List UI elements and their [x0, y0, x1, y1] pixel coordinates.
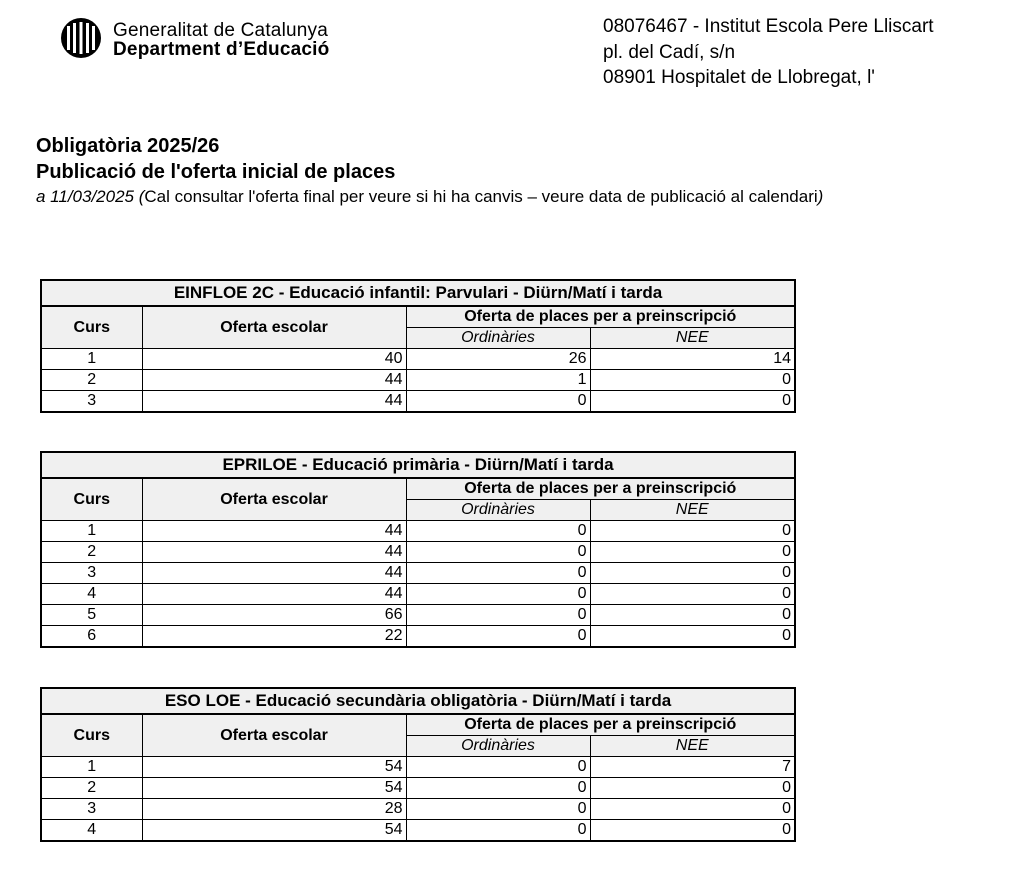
col-header-nee: NEE — [590, 500, 795, 521]
cell-oferta: 44 — [142, 584, 406, 605]
cell-nee: 0 — [590, 521, 795, 542]
school-address — [603, 14, 934, 91]
cell-oferta: 44 — [142, 521, 406, 542]
note-open: ( — [134, 187, 145, 206]
title-note — [36, 185, 823, 209]
table-row — [41, 799, 795, 820]
cell-nee: 0 — [590, 370, 795, 391]
cell-curs: 4 — [41, 820, 142, 842]
cell-oferta: 22 — [142, 626, 406, 648]
cell-nee: 0 — [590, 542, 795, 563]
cell-ordinaries: 0 — [406, 584, 590, 605]
cell-ordinaries: 0 — [406, 391, 590, 413]
cell-curs: 2 — [41, 370, 142, 391]
cell-curs: 3 — [41, 799, 142, 820]
cell-oferta: 66 — [142, 605, 406, 626]
table-row — [41, 349, 795, 370]
table-row — [41, 820, 795, 842]
cell-curs: 4 — [41, 584, 142, 605]
cell-oferta: 44 — [142, 563, 406, 584]
col-header-ordinaries: Ordinàries — [406, 500, 590, 521]
school-name: 08076467 - Institut Escola Pere Lliscart — [603, 16, 934, 37]
cell-nee: 0 — [590, 584, 795, 605]
cell-curs: 5 — [41, 605, 142, 626]
cell-ordinaries: 0 — [406, 563, 590, 584]
col-header-preinscripcio: Oferta de places per a preinscripció — [406, 478, 795, 500]
cell-ordinaries: 0 — [406, 799, 590, 820]
table-title: EPRILOE - Educació primària - Diürn/Matí i tarda — [41, 452, 795, 478]
cell-oferta: 54 — [142, 820, 406, 842]
title-year: Obligatòria 2025/26 — [36, 135, 220, 157]
school-street: pl. del Cadí, s/n — [603, 41, 736, 63]
cell-oferta: 28 — [142, 799, 406, 820]
cell-curs: 2 — [41, 542, 142, 563]
cell-nee: 14 — [590, 349, 795, 370]
col-header-preinscripcio: Oferta de places per a preinscripció — [406, 306, 795, 328]
table-row — [41, 542, 795, 563]
col-header-ordinaries: Ordinàries — [406, 328, 590, 349]
cell-curs: 1 — [41, 521, 142, 542]
cell-oferta: 44 — [142, 370, 406, 391]
note-text: Cal consultar l'oferta final per veure si hi ha canvis – veure data de publicació al calendari — [144, 187, 818, 206]
cell-curs: 3 — [41, 563, 142, 584]
cell-ordinaries: 0 — [406, 605, 590, 626]
cell-ordinaries: 0 — [406, 542, 590, 563]
col-header-preinscripcio: Oferta de places per a preinscripció — [406, 714, 795, 736]
publication-date: a 11/03/2025 — [36, 187, 134, 206]
cell-ordinaries: 0 — [406, 820, 590, 842]
cell-oferta: 40 — [142, 349, 406, 370]
cell-nee: 0 — [590, 799, 795, 820]
cell-nee: 0 — [590, 391, 795, 413]
note-close: ) — [817, 187, 824, 206]
table-row — [41, 521, 795, 542]
cell-oferta: 44 — [142, 391, 406, 413]
cell-nee: 7 — [590, 757, 795, 778]
cell-curs: 1 — [41, 349, 142, 370]
cell-ordinaries: 0 — [406, 757, 590, 778]
table-row — [41, 605, 795, 626]
col-header-ordinaries: Ordinàries — [406, 736, 590, 757]
table-row — [41, 391, 795, 413]
table-row — [41, 584, 795, 605]
organization-name — [113, 21, 329, 59]
cell-curs: 2 — [41, 778, 142, 799]
cell-nee: 0 — [590, 626, 795, 648]
offer-table — [40, 687, 796, 842]
col-header-nee: NEE — [590, 736, 795, 757]
col-header-curs: Curs — [41, 478, 142, 521]
cell-oferta: 54 — [142, 778, 406, 799]
school-city: 08901 Hospitalet de Llobregat, l' — [603, 67, 875, 88]
offer-table — [40, 451, 796, 648]
cell-oferta: 54 — [142, 757, 406, 778]
table-title: EINFLOE 2C - Educació infantil: Parvulari - Diürn/Matí i tarda — [41, 280, 795, 306]
table-title: ESO LOE - Educació secundària obligatòria - Diürn/Matí i tarda — [41, 688, 795, 714]
col-header-oferta: Oferta escolar — [142, 306, 406, 349]
generalitat-logo-icon — [60, 17, 102, 59]
document-title — [36, 133, 823, 209]
cell-ordinaries: 0 — [406, 778, 590, 799]
table-row — [41, 370, 795, 391]
cell-nee: 0 — [590, 778, 795, 799]
cell-oferta: 44 — [142, 542, 406, 563]
cell-ordinaries: 0 — [406, 626, 590, 648]
table-row — [41, 626, 795, 648]
cell-ordinaries: 1 — [406, 370, 590, 391]
col-header-curs: Curs — [41, 306, 142, 349]
cell-nee: 0 — [590, 605, 795, 626]
col-header-oferta: Oferta escolar — [142, 714, 406, 757]
table-row — [41, 757, 795, 778]
cell-nee: 0 — [590, 820, 795, 842]
cell-ordinaries: 0 — [406, 521, 590, 542]
col-header-nee: NEE — [590, 328, 795, 349]
cell-curs: 6 — [41, 626, 142, 648]
org-line-1: Generalitat de Catalunya — [113, 20, 328, 41]
col-header-oferta: Oferta escolar — [142, 478, 406, 521]
table-row — [41, 563, 795, 584]
col-header-curs: Curs — [41, 714, 142, 757]
cell-curs: 1 — [41, 757, 142, 778]
title-publication: Publicació de l'oferta inicial de places — [36, 161, 396, 183]
cell-curs: 3 — [41, 391, 142, 413]
cell-nee: 0 — [590, 563, 795, 584]
cell-ordinaries: 26 — [406, 349, 590, 370]
table-row — [41, 778, 795, 799]
offer-table — [40, 279, 796, 413]
org-line-2: Department d’Educació — [113, 39, 330, 60]
